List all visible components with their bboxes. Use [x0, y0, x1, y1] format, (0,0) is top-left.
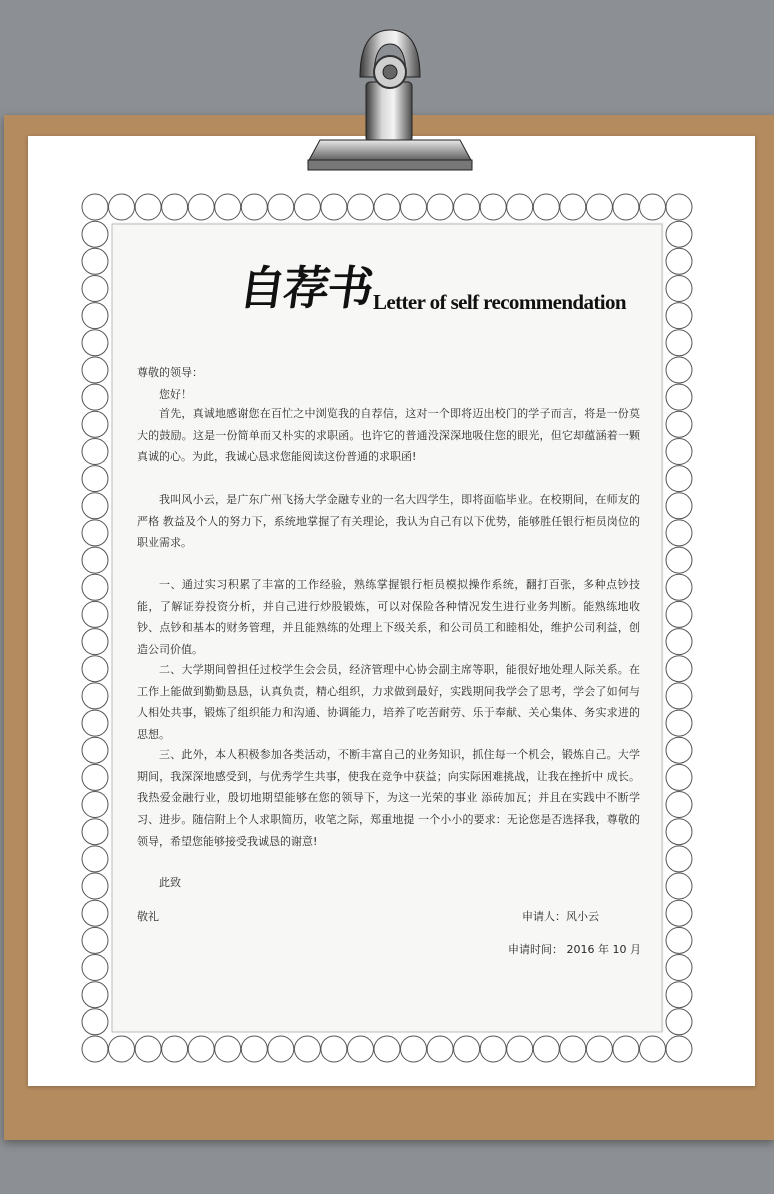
frame-circle	[135, 194, 161, 220]
frame-circle	[82, 357, 108, 383]
frame-circle	[507, 1036, 533, 1062]
frame-circle	[82, 1036, 108, 1062]
frame-circle	[666, 737, 692, 763]
regards: 敬礼	[137, 910, 159, 923]
frame-circle	[82, 330, 108, 356]
frame-circle	[82, 737, 108, 763]
frame-circle	[533, 194, 559, 220]
frame-circle	[666, 466, 692, 492]
frame-circle	[640, 194, 666, 220]
frame-circle	[666, 493, 692, 519]
letter-title	[235, 252, 626, 322]
frame-circle	[82, 384, 108, 410]
binder-clip-icon	[300, 22, 480, 182]
frame-circle	[82, 466, 108, 492]
frame-circle	[82, 819, 108, 845]
frame-circle	[241, 194, 267, 220]
frame-circle	[666, 601, 692, 627]
frame-circle	[480, 1036, 506, 1062]
frame-circle	[666, 1036, 692, 1062]
frame-circle	[666, 764, 692, 790]
frame-circle	[82, 574, 108, 600]
frame-circle	[507, 194, 533, 220]
frame-circle	[82, 982, 108, 1008]
frame-circle	[82, 276, 108, 302]
frame-circle	[215, 194, 241, 220]
frame-circle	[666, 221, 692, 247]
paragraph-4: 二、大学期间曾担任过校学生会会员，经济管理中心协会副主席等职，能很好地处理人际关系。在工作上能做到勤勤恳恳，认真负责，精心组织，力求做到最好，实践期间我学会了思考，学会了如何与人相处共事，锻炼了组织能力和沟通、协调能力，培养了吃苦耐劳、乐于奉献、关心集体、务实求进的思想。	[137, 663, 640, 742]
frame-circle	[666, 574, 692, 600]
frame-circle	[427, 194, 453, 220]
frame-circle	[321, 194, 347, 220]
frame-circle	[82, 547, 108, 573]
frame-circle	[533, 1036, 559, 1062]
frame-circle	[560, 194, 586, 220]
frame-circle	[613, 194, 639, 220]
application-date: 申请时间： 2016 年 10 月	[508, 943, 641, 956]
salutation: 尊敬的领导：	[137, 366, 203, 379]
frame-circle	[666, 683, 692, 709]
frame-circle	[109, 1036, 135, 1062]
frame-circle	[268, 1036, 294, 1062]
frame-circle	[454, 1036, 480, 1062]
frame-circle	[82, 194, 108, 220]
frame-circle	[82, 846, 108, 872]
frame-circle	[82, 873, 108, 899]
frame-circle	[666, 194, 692, 220]
frame-circle	[82, 601, 108, 627]
frame-circle	[666, 955, 692, 981]
frame-circle	[294, 1036, 320, 1062]
frame-circle	[666, 982, 692, 1008]
frame-circle	[82, 1009, 108, 1035]
paragraph-5: 三、此外，本人积极参加各类活动，不断丰富自己的业务知识，抓住每一个机会，锻炼自己。大学期间，我深深地感受到，与优秀学生共事，使我在竞争中获益；向实际困难挑战，让我在挫折中 成长。我热爱金融行业，殷切地期望能够在您的领导下，为这一光荣的事业 添砖加瓦；并且在实践中不断学习、进步。随信附上个人求职简历，收笔之际，郑重地提 一个小小的要求：无论您是否选择我，尊敬的领导，希望您能够接受我诚恳的谢意!	[137, 748, 640, 848]
frame-circle	[666, 330, 692, 356]
frame-circle	[666, 547, 692, 573]
closing: 此致	[159, 876, 181, 889]
greeting: 您好！	[159, 388, 192, 401]
frame-circle	[586, 194, 612, 220]
frame-circle	[374, 1036, 400, 1062]
frame-circle	[82, 411, 108, 437]
frame-circle	[241, 1036, 267, 1062]
title-english: Letter of self recommendation	[373, 290, 626, 314]
frame-circle	[666, 873, 692, 899]
frame-circle	[613, 1036, 639, 1062]
frame-circle	[480, 194, 506, 220]
frame-circle	[82, 656, 108, 682]
frame-circle	[666, 927, 692, 953]
frame-circle	[666, 900, 692, 926]
frame-circle	[294, 194, 320, 220]
frame-circle	[666, 656, 692, 682]
frame-circle	[666, 819, 692, 845]
frame-circle	[82, 221, 108, 247]
frame-circle	[82, 493, 108, 519]
frame-circle	[401, 1036, 427, 1062]
frame-circle	[640, 1036, 666, 1062]
frame-circle	[666, 248, 692, 274]
frame-circle	[666, 303, 692, 329]
frame-circle	[427, 1036, 453, 1062]
frame-circle	[109, 194, 135, 220]
frame-circle	[374, 194, 400, 220]
frame-circle	[348, 194, 374, 220]
frame-circle	[215, 1036, 241, 1062]
frame-circle	[401, 194, 427, 220]
frame-circle	[560, 1036, 586, 1062]
paragraph-3: 一、通过实习积累了丰富的工作经验，熟练掌握银行柜员模拟操作系统，翻打百张，多种点钞技能，了解证券投资分析，并自己进行炒股锻炼，可以对保险各种情况发生进行业务判断。能熟练地收钞、点钞和基本的财务管理，并且能熟练的处理上下级关系，和公司员工和睦相处，维护公司利益，创造公司价值。	[137, 578, 640, 657]
paragraph-1: 首先，真诚地感谢您在百忙之中浏览我的自荐信，这对一个即将迈出校门的学子而言，将是一份莫大的鼓励。这是一份简单而又朴实的求职函。也许它的普通没深深地吸住您的眼光，但它却蕴涵着一颗真诚的心。为此，我诚心恳求您能阅读这份普通的求职函!	[137, 407, 640, 464]
frame-circle	[82, 710, 108, 736]
frame-circle	[82, 303, 108, 329]
frame-circle	[454, 194, 480, 220]
frame-circle	[82, 900, 108, 926]
frame-circle	[82, 520, 108, 546]
frame-circle	[666, 629, 692, 655]
frame-circle	[666, 792, 692, 818]
frame-circle	[666, 520, 692, 546]
frame-circle	[162, 1036, 188, 1062]
frame-circle	[268, 194, 294, 220]
frame-circle	[666, 1009, 692, 1035]
frame-circle	[348, 1036, 374, 1062]
frame-circle	[82, 955, 108, 981]
applicant-name: 申请人：风小云	[522, 910, 599, 923]
frame-circle	[666, 439, 692, 465]
frame-circle	[666, 357, 692, 383]
frame-circle	[82, 792, 108, 818]
frame-circle	[586, 1036, 612, 1062]
frame-circle	[666, 276, 692, 302]
frame-circle	[82, 629, 108, 655]
title-chinese: 自荐书	[235, 261, 376, 315]
frame-circle	[666, 710, 692, 736]
frame-circle	[82, 439, 108, 465]
frame-circle	[666, 384, 692, 410]
paragraph-2: 我叫风小云，是广东广州飞扬大学金融专业的一名大四学生，即将面临毕业。在校期间，在师友的严格 教益及个人的努力下，系统地掌握了有关理论，我认为自己有以下优势，能够胜任银行柜员岗位的职业需求。	[137, 493, 640, 550]
frame-circle	[188, 194, 214, 220]
frame-circle	[82, 927, 108, 953]
frame-circle	[82, 764, 108, 790]
frame-circle	[666, 846, 692, 872]
frame-circle	[82, 683, 108, 709]
frame-circle	[188, 1036, 214, 1062]
frame-circle	[321, 1036, 347, 1062]
frame-circle	[666, 411, 692, 437]
frame-circle	[82, 248, 108, 274]
frame-circle	[162, 194, 188, 220]
frame-circle	[135, 1036, 161, 1062]
